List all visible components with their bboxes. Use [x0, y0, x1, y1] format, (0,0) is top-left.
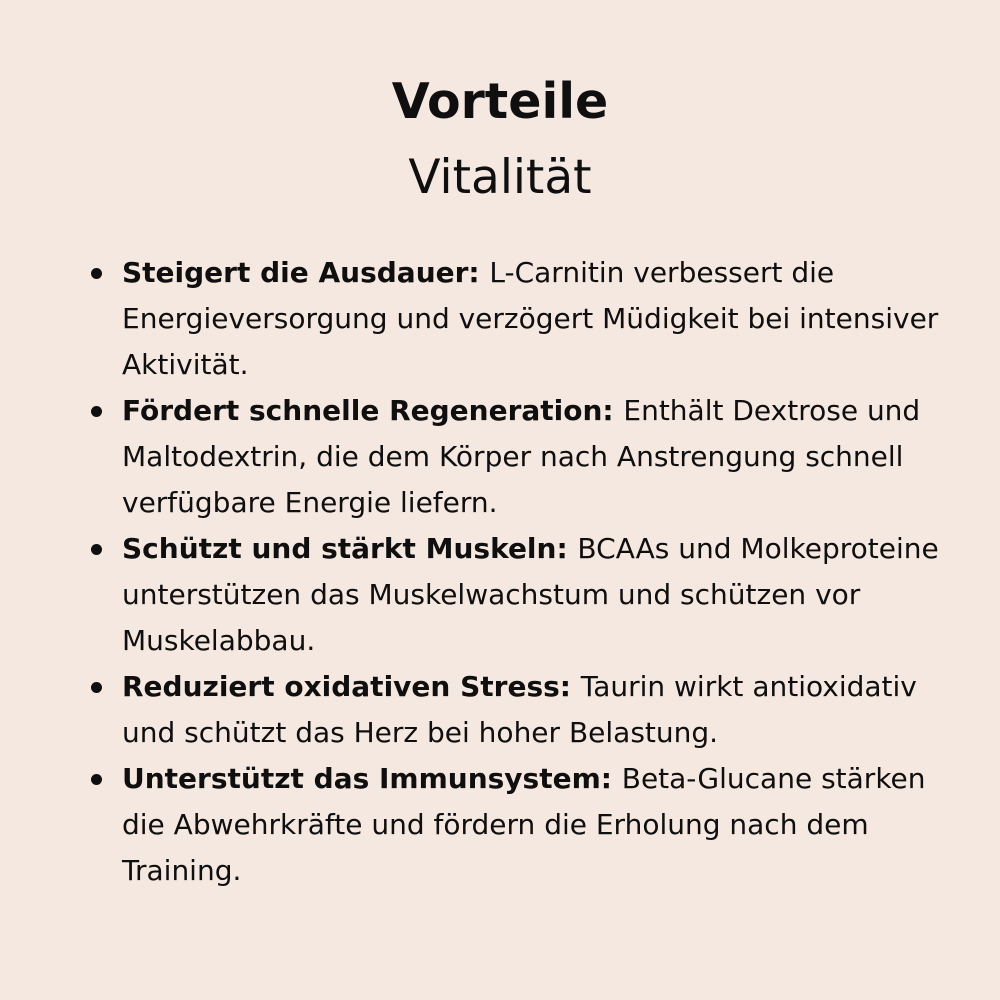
benefit-item-regeneration [85, 388, 955, 526]
bullet-icon [91, 682, 102, 693]
benefit-lead: Steigert die Ausdauer: [122, 256, 490, 289]
bullet-icon [91, 406, 102, 417]
benefit-text: L-Carnitin verbessert die Energieversorgung und verzögert Müdigkeit bei intensiver Aktivität. [122, 256, 939, 381]
benefit-text: Taurin wirkt antioxidativ und schützt das Herz bei hoher Belastung. [122, 670, 917, 749]
benefit-lead: Reduziert oxidativen Stress: [122, 670, 581, 703]
benefit-item-oxidative-stress [85, 664, 955, 756]
bullet-icon [91, 774, 102, 785]
benefit-item-muscles [85, 526, 955, 664]
page-title: Vorteile [391, 73, 609, 130]
benefit-lead: Schützt und stärkt Muskeln: [122, 532, 578, 565]
benefit-item-endurance [85, 250, 955, 388]
benefit-item-immune-system [85, 756, 955, 894]
benefit-lead: Fördert schnelle Regeneration: [122, 394, 624, 427]
benefit-lead: Unterstützt das Immunsystem: [122, 762, 622, 795]
benefit-text: Enthält Dextrose und Maltodextrin, die dem Körper nach Anstrengung schnell verfügbare Energie liefern. [122, 394, 921, 519]
bullet-icon [91, 268, 102, 279]
page-subtitle: Vitalität [408, 150, 592, 205]
benefits-list [85, 250, 955, 894]
benefit-text: Beta-Glucane stärken die Abwehrkräfte und fördern die Erholung nach dem Training. [122, 762, 926, 887]
benefit-text: BCAAs und Molkeproteine unterstützen das Muskelwachstum und schützen vor Muskelabbau. [122, 532, 939, 657]
bullet-icon [91, 544, 102, 555]
